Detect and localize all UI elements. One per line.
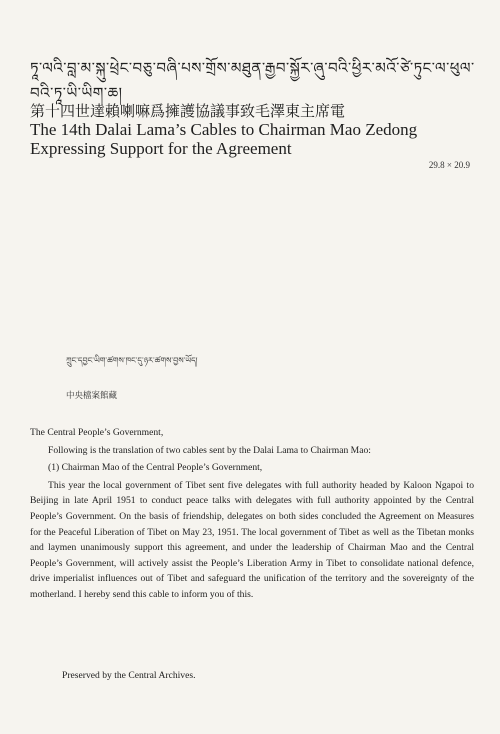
source-chinese: 中央檔案館藏 bbox=[66, 391, 118, 401]
cable-heading: (1) Chairman Mao of the Central People’s Government, bbox=[48, 462, 263, 474]
document-dimensions: 29.8 × 20.9 bbox=[428, 160, 470, 170]
letter-salutation: The Central People’s Government, bbox=[30, 427, 164, 438]
letter-body bbox=[30, 425, 474, 603]
title-tibetan: ཏཱ་ལའི་བླ་མ་སྐུ་ཕྲེང་བཅུ་བཞི་པས་གྲོས་མཐུན་རྒྱབ་སྐྱོར་ཞུ་བའི་ཕྱིར་མའོ་ཙེ་ཏུང་ལ་ཕུལ་བའི་ཏཱ་ཡི་ཡིག་ཆ། bbox=[30, 59, 475, 102]
title-english-line2: Expressing Support for the Agreement bbox=[30, 139, 292, 158]
cable-body: This year the local government of Tibet sent five delegates with full authority headed by Kaloon Ngapoi to Beijing in late April 1951 to conduct peace talks with delegates with full authority appointed by the Central People’s Government. On the basis of friendship, delegates on both sides concluded the Agreement on Measures for the Peaceful Liberation of Tibet on May 23, 1951. The local government of Tibet as well as the Tibetan monks and laymen unanimously support this agreement, and under the leadership of Chairman Mao and the Central People’s Government, will actively assist the People’s Liberation Army in Tibet to consolidate national defence, drive imperialist influences out of Tibet and safeguard the unification of the territory and the sovereignty of the motherland. I hereby send this cable to inform you of this. bbox=[30, 479, 474, 600]
source-tibetan: ཀྲུང་དབྱང་ཡིག་ཚགས་ཁང་དུ་ཉར་ཚགས་བྱས་ཡོད། bbox=[66, 356, 198, 365]
title-english bbox=[30, 120, 417, 158]
letter-closing: Preserved by the Central Archives. bbox=[62, 670, 196, 681]
title-chinese: 第十四世達賴喇嘛爲擁護協議事致毛澤東主席電 bbox=[30, 102, 346, 120]
title-english-line1: The 14th Dalai Lama’s Cables to Chairman Mao Zedong bbox=[30, 120, 418, 139]
letter-intro: Following is the translation of two cables sent by the Dalai Lama to Chairman Mao: bbox=[48, 444, 371, 456]
